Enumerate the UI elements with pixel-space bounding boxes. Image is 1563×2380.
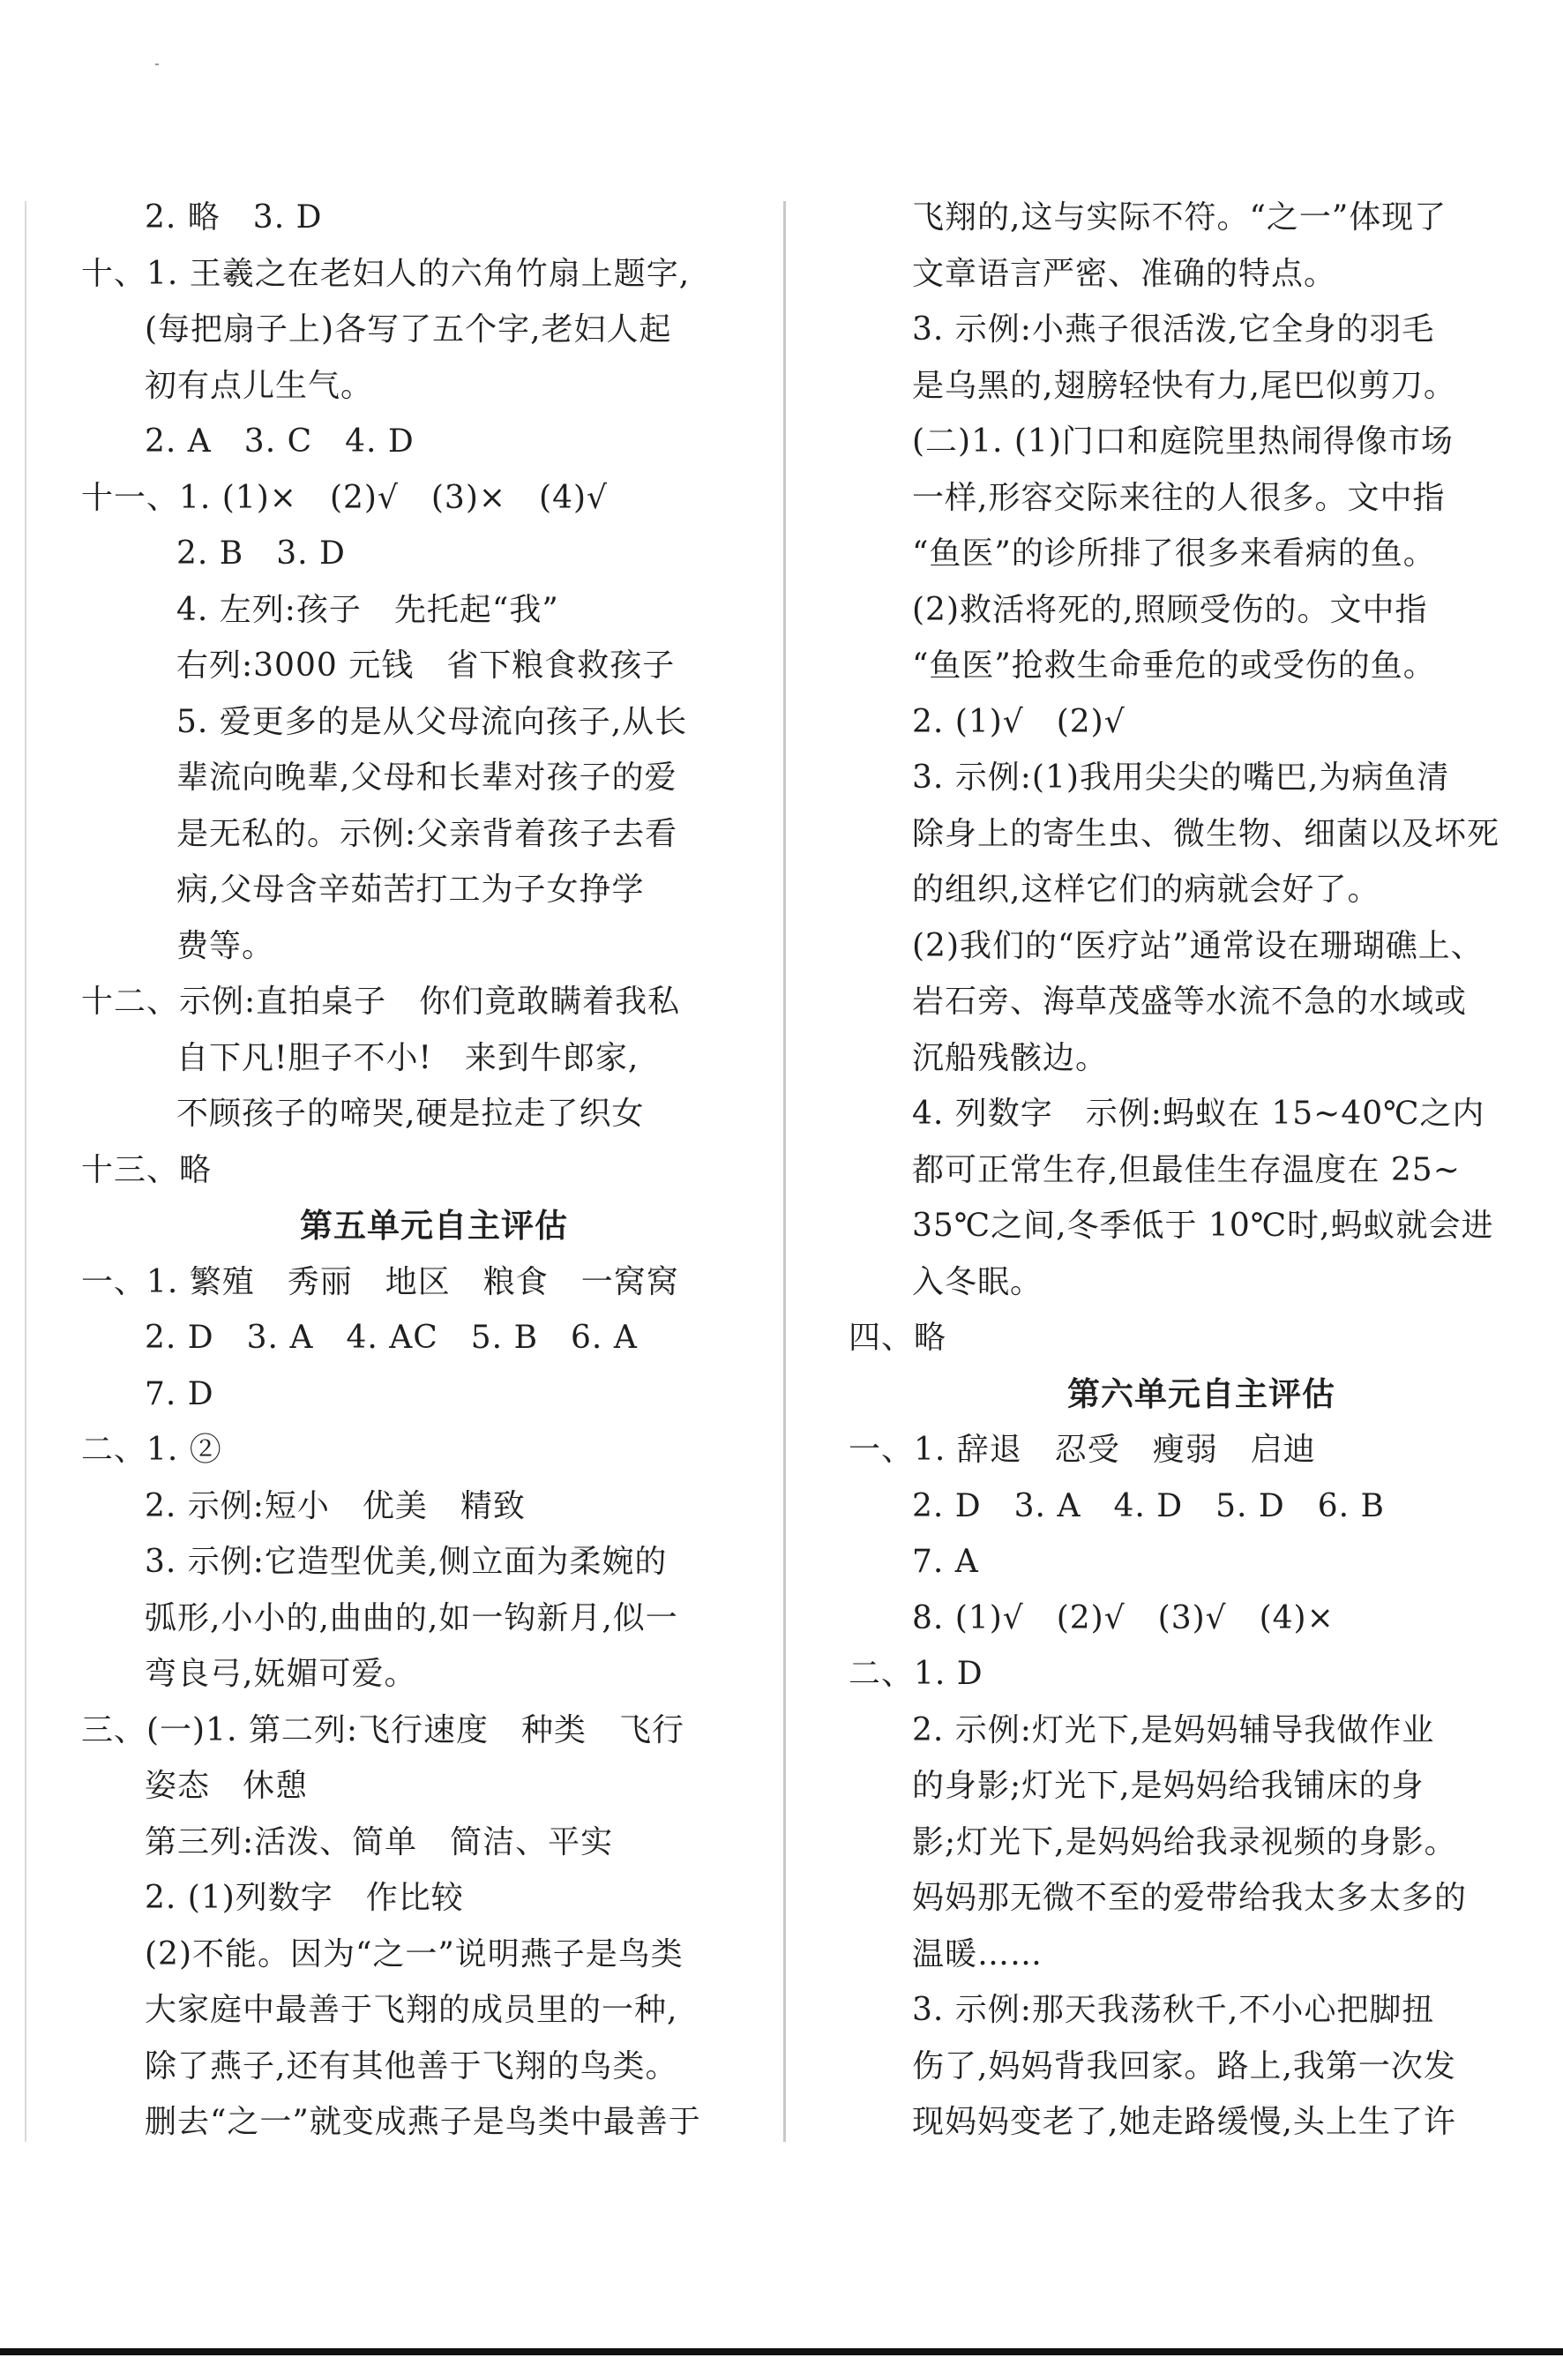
- answer-line: 3. 示例:小燕子很活泼,它全身的羽毛: [912, 311, 1435, 348]
- answer-line: (二)1. (1)门口和庭院里热闹得像市场: [912, 423, 1454, 460]
- answer-line: 第三列:活泼、简单 简洁、平实: [145, 1823, 614, 1860]
- answer-line: 弯良弓,妩媚可爱。: [145, 1656, 417, 1692]
- answer-line: 影;灯光下,是妈妈给我录视频的身影。: [912, 1823, 1457, 1860]
- question-line: 三、(一)1. 第二列:飞行速度 种类 飞行: [81, 1711, 685, 1748]
- answer-line: 35℃之间,冬季低于 10℃时,蚂蚁就会进: [912, 1208, 1494, 1244]
- answer-line: 2. (1)√ (2)√: [912, 703, 1126, 740]
- question-line: 十、1. 王羲之在老妇人的六角竹扇上题字,: [81, 255, 691, 292]
- left-column: [81, 190, 787, 2151]
- answer-line: 7. D: [145, 1375, 214, 1412]
- answer-line: 大家庭中最善于飞翔的成员里的一种,: [145, 1992, 678, 2028]
- answer-line: 2. B 3. D: [176, 535, 346, 572]
- answer-line: 费等。: [176, 927, 275, 964]
- answer-line: (每把扇子上)各写了五个字,老妇人起: [145, 311, 672, 348]
- question-line: 十二、示例:直拍桌子 你们竟敢瞒着我私: [81, 984, 681, 1020]
- answer-line: 除了燕子,还有其他善于飞翔的鸟类。: [145, 2047, 678, 2084]
- answer-line: 沉船残骸边。: [912, 1039, 1109, 1076]
- answer-line: 2. 示例:灯光下,是妈妈辅导我做作业: [912, 1711, 1435, 1748]
- answer-line: 姿态 休憩: [145, 1768, 309, 1804]
- answer-line: “鱼医”抢救生命垂危的或受伤的鱼。: [912, 647, 1436, 684]
- answer-line: 除身上的寄生虫、微生物、细菌以及坏死: [912, 815, 1500, 852]
- left-margin-rule: [25, 201, 26, 2142]
- answer-line: 文章语言严密、准确的特点。: [912, 255, 1337, 292]
- question-line: 四、略: [849, 1320, 947, 1356]
- answer-line: 辈流向晚辈,父母和长辈对孩子的爱: [176, 760, 677, 796]
- answer-line: 初有点儿生气。: [145, 367, 374, 404]
- question-line: 十一、1. (1)× (2)√ (3)× (4)√: [81, 479, 608, 516]
- right-column: [849, 190, 1554, 2151]
- answer-line: 右列:3000 元钱 省下粮食救孩子: [176, 647, 676, 684]
- answer-line: 4. 左列:孩子 先托起“我”: [176, 591, 559, 628]
- section-heading: 第五单元自主评估: [300, 1206, 568, 1245]
- answer-line: 2. D 3. A 4. D 5. D 6. B: [912, 1487, 1385, 1524]
- answer-line: 不顾孩子的啼哭,硬是拉走了织女: [176, 1096, 645, 1132]
- bottom-rule: [0, 2348, 1563, 2355]
- answer-line: 2. (1)列数字 作比较: [145, 1880, 464, 1916]
- question-line: 十三、略: [81, 1151, 213, 1188]
- answer-line: (2)不能。因为“之一”说明燕子是鸟类: [145, 1935, 684, 1972]
- answer-line: (2)救活将死的,照顾受伤的。文中指: [912, 591, 1428, 628]
- answer-line: 弧形,小小的,曲曲的,如一钩新月,似一: [145, 1599, 678, 1636]
- answer-line: 删去“之一”就变成燕子是鸟类中最善于: [145, 2104, 701, 2140]
- answer-line: 3. 示例:那天我荡秋千,不小心把脚扭: [912, 1992, 1435, 2028]
- answer-line: 都可正常生存,但最佳生存温度在 25~: [912, 1151, 1461, 1188]
- answer-line: 7. A: [912, 1544, 979, 1580]
- answer-line: 一样,形容交际来往的人很多。文中指: [912, 479, 1446, 516]
- answer-line: (2)我们的“医疗站”通常设在珊瑚礁上、: [912, 927, 1484, 964]
- answer-line: 的组织,这样它们的病就会好了。: [912, 872, 1380, 908]
- answer-line: 的身影;灯光下,是妈妈给我铺床的身: [912, 1768, 1425, 1804]
- question-line: 二、1. ②: [81, 1432, 222, 1468]
- answer-line: 2. D 3. A 4. AC 5. B 6. A: [145, 1320, 638, 1356]
- question-line: 二、1. D: [849, 1656, 983, 1692]
- answer-line: 3. 示例:它造型优美,侧立面为柔婉的: [145, 1544, 668, 1580]
- answer-line: 温暖……: [912, 1935, 1043, 1972]
- answer-line: 自下凡!胆子不小! 来到牛郎家,: [176, 1039, 639, 1076]
- answer-line: 现妈妈变老了,她走路缓慢,头上生了许: [912, 2104, 1456, 2140]
- answer-line: 飞翔的,这与实际不符。“之一”体现了: [912, 199, 1447, 236]
- answer-line: 岩石旁、海草茂盛等水流不急的水域或: [912, 984, 1468, 1020]
- question-line: 一、1. 繁殖 秀丽 地区 粮食 一窝窝: [81, 1263, 679, 1300]
- answer-line: 病,父母含辛茹苦打工为子女挣学: [176, 872, 645, 908]
- answer-line: 是乌黑的,翅膀轻快有力,尾巴似剪刀。: [912, 367, 1456, 404]
- answer-line: 4. 列数字 示例:蚂蚁在 15~40℃之内: [912, 1096, 1485, 1132]
- answer-line: 3. 示例:(1)我用尖尖的嘴巴,为病鱼清: [912, 760, 1450, 796]
- answer-line: 2. 示例:短小 优美 精致: [145, 1487, 526, 1524]
- section-heading: 第六单元自主评估: [1067, 1373, 1335, 1413]
- answer-line: 妈妈那无微不至的爱带给我太多太多的: [912, 1880, 1468, 1916]
- answer-line: 入冬眠。: [912, 1263, 1043, 1300]
- answer-line: 2. 略 3. D: [145, 199, 323, 236]
- answer-line: 2. A 3. C 4. D: [145, 423, 415, 460]
- answer-line: 8. (1)√ (2)√ (3)√ (4)×: [912, 1599, 1335, 1636]
- answer-line: 伤了,妈妈背我回家。路上,我第一次发: [912, 2047, 1456, 2084]
- answer-line: 是无私的。示例:父亲背着孩子去看: [176, 815, 678, 852]
- answer-line: “鱼医”的诊所排了很多来看病的鱼。: [912, 535, 1436, 572]
- scan-speck: [155, 64, 159, 65]
- question-line: 一、1. 辞退 忍受 瘦弱 启迪: [849, 1432, 1316, 1468]
- answer-line: 5. 爱更多的是从父母流向孩子,从长: [176, 703, 688, 740]
